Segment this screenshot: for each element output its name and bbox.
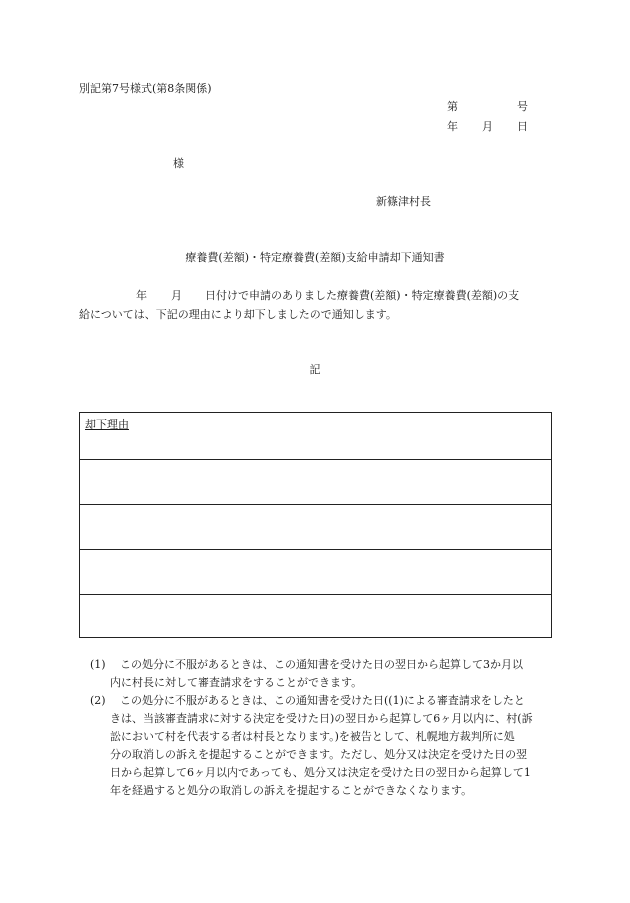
reason-row-header <box>80 413 551 460</box>
sender-name: 新篠津村長 <box>376 195 431 208</box>
notes-section <box>90 656 565 800</box>
document-number-suffix: 号 <box>517 100 528 113</box>
reason-row <box>80 595 551 637</box>
notice-body <box>79 286 553 324</box>
body-month-label: 月 <box>171 289 182 302</box>
note-line: 年を経過すると処分の取消しの訴えを提起することができなくなります。 <box>110 784 473 797</box>
note-line: きは、当該審査請求に対する決定を受けた日)の翌日から起算して6ヶ月以内に、村(訴 <box>110 712 533 725</box>
notice-body-line-2: 給については、下記の理由により却下しましたので通知します。 <box>79 308 397 321</box>
reason-header-label: 却下理由 <box>85 418 129 431</box>
date-month-label: 月 <box>482 120 493 133</box>
note-item-2 <box>90 692 565 800</box>
reason-row <box>80 550 551 595</box>
body-year-label: 年 <box>136 289 147 302</box>
body-line1-text: 日付けで申請のありました療養費(差額)・特定療養費(差額)の支 <box>205 289 520 302</box>
notice-body-line-1 <box>79 286 553 305</box>
form-label: 別記第7号様式(第8条関係) <box>79 82 212 95</box>
note-item-1 <box>90 656 565 692</box>
addressee-honorific: 様 <box>173 157 184 170</box>
ki-heading: 記 <box>309 363 321 376</box>
note-line: 内に村長に対して審査請求をすることができます。 <box>110 676 363 689</box>
note-line: この処分に不服があるときは、この通知書を受けた日((1)による審査請求をしたと <box>120 694 525 707</box>
document-title: 療養費(差額)・特定療養費(差額)支給申請却下通知書 <box>185 251 445 264</box>
note-line: 分の取消しの訴えを提起することができます。ただし、処分又は決定を受けた日の翌 <box>110 748 528 761</box>
note-marker: (1) <box>90 658 106 671</box>
note-line: 日から起算して6ヶ月以内であっても、処分又は決定を受けた日の翌日から起算して1 <box>110 766 531 779</box>
note-marker: (2) <box>90 694 106 707</box>
date-year-label: 年 <box>447 120 458 133</box>
reason-row <box>80 460 551 505</box>
date-day-label: 日 <box>517 120 528 133</box>
rejection-reason-table <box>79 412 552 638</box>
note-line: この処分に不服があるときは、この通知書を受けた日の翌日から起算して3か月以 <box>120 658 523 671</box>
note-line: 訟において村を代表する者は村長となります。)を被告として、札幌地方裁判所に処 <box>110 730 515 743</box>
document-number-prefix: 第 <box>447 100 458 113</box>
reason-row <box>80 505 551 550</box>
